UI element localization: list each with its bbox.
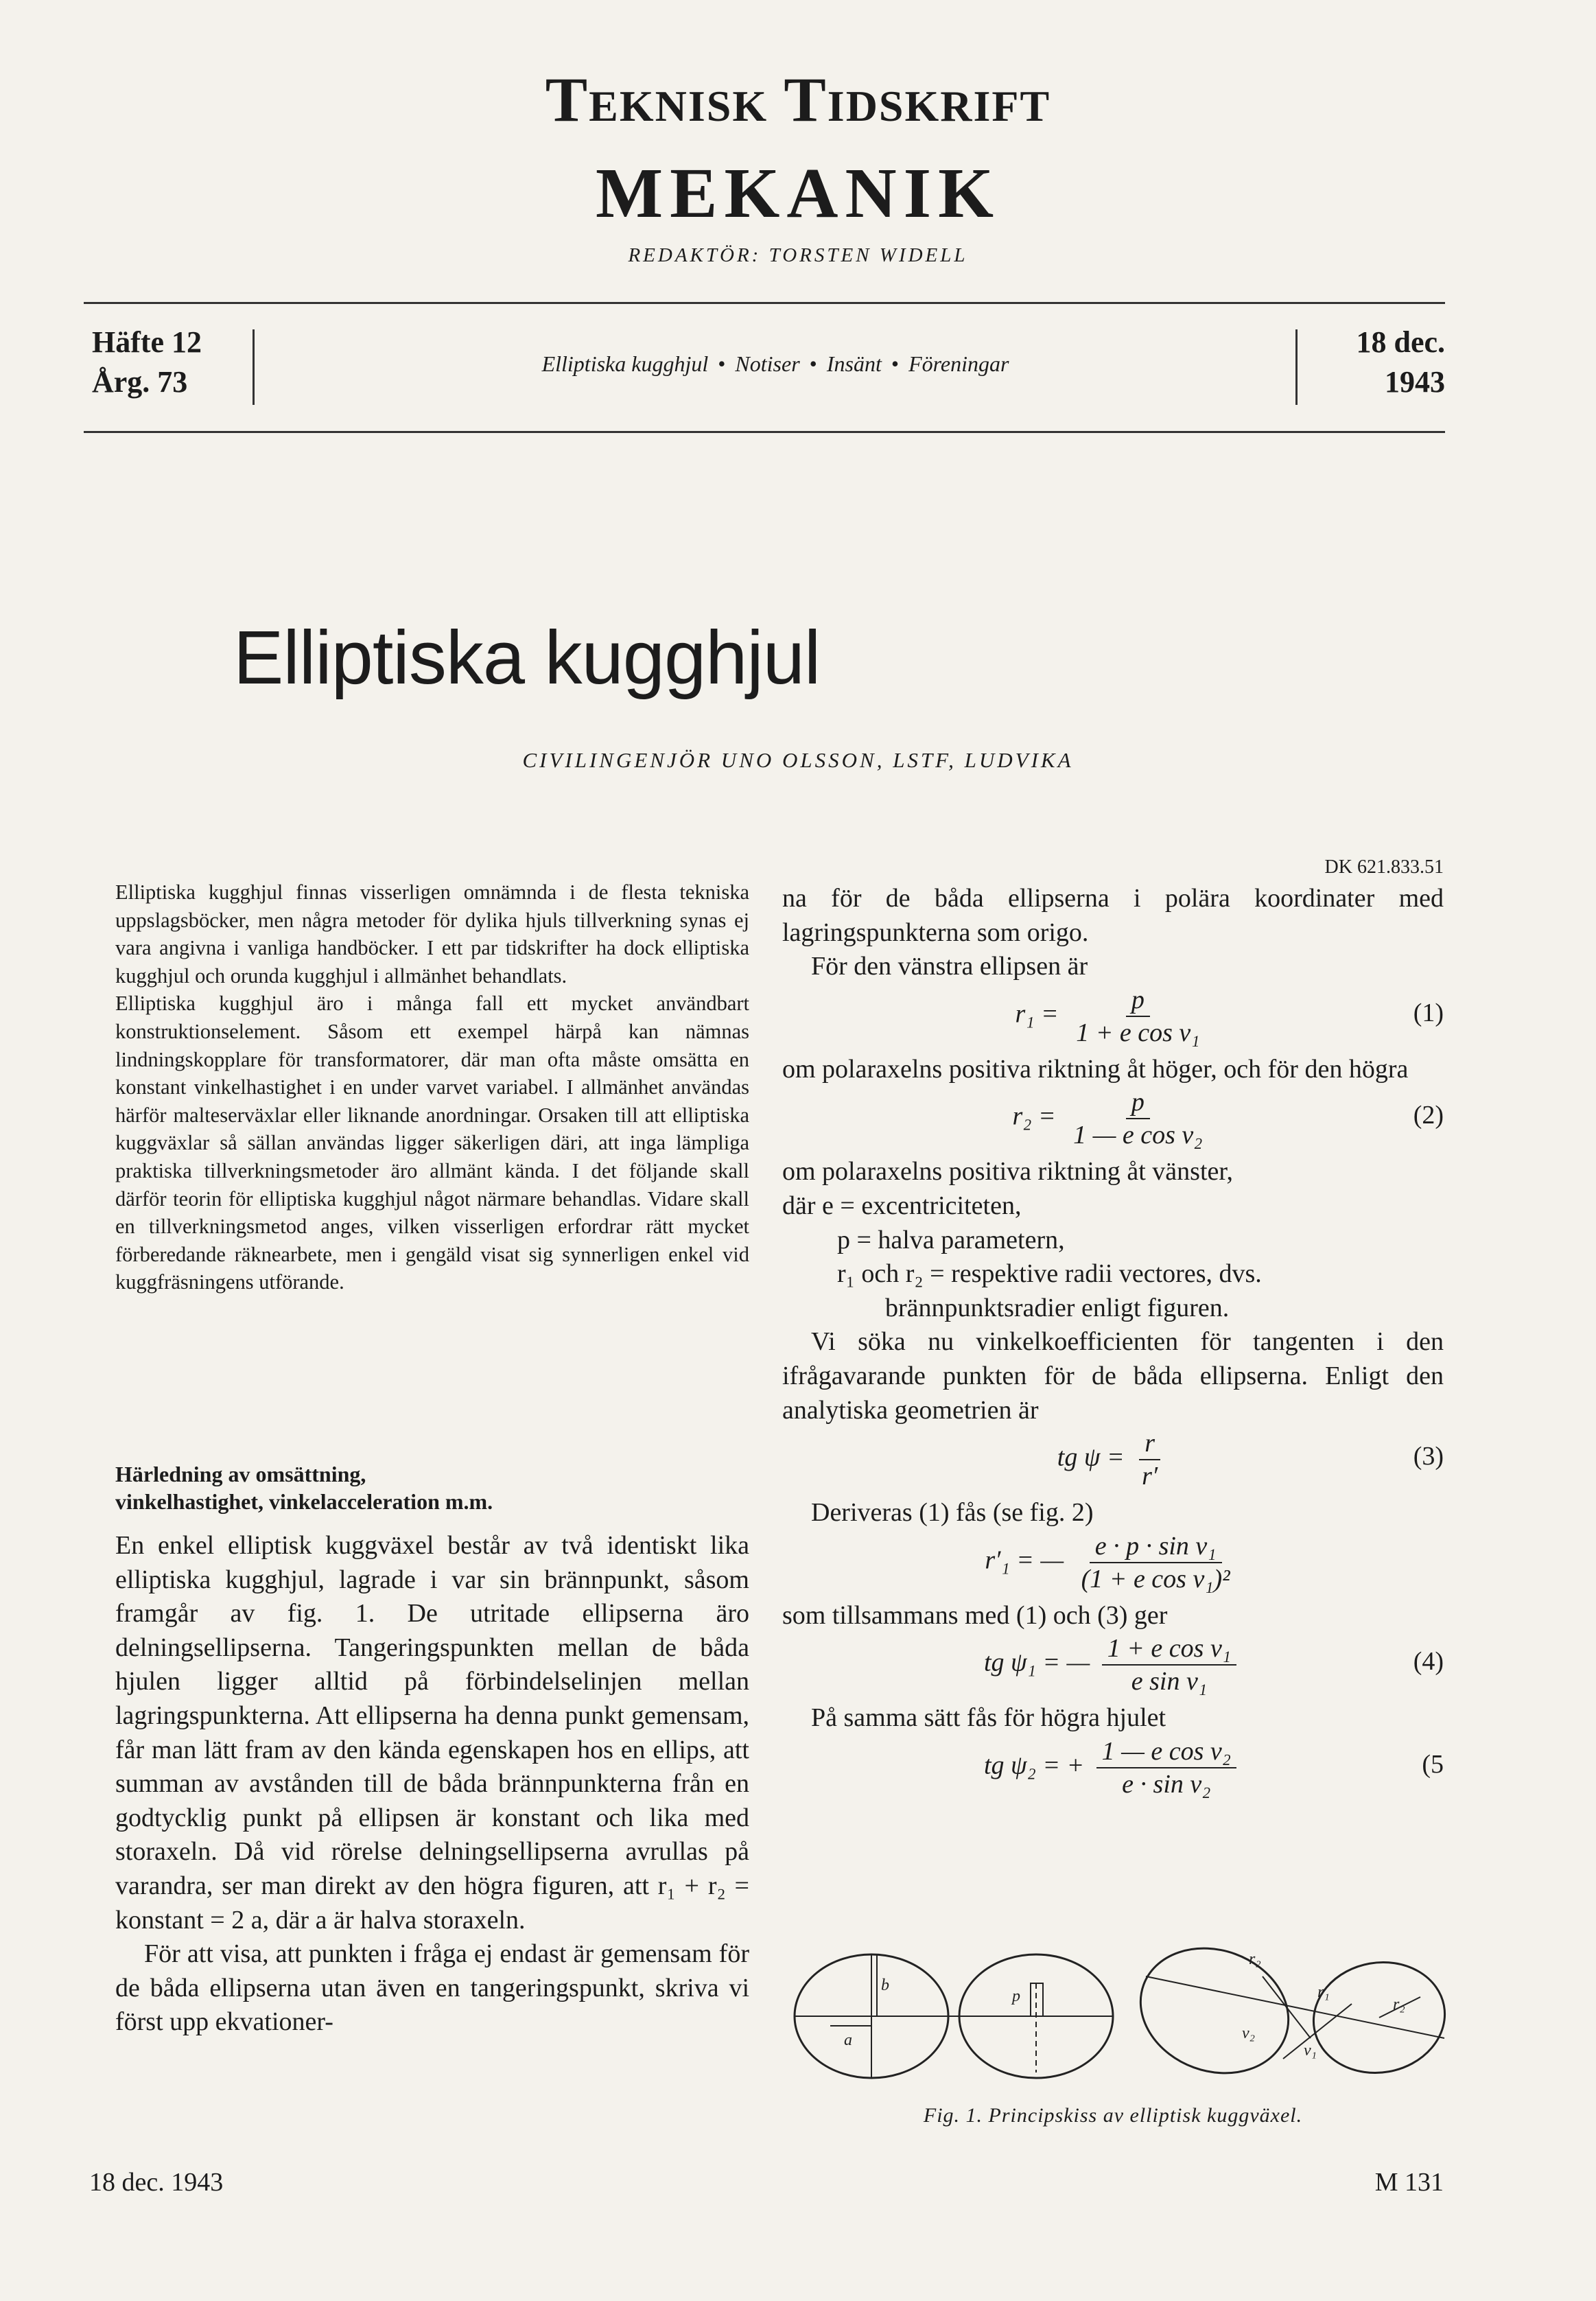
label-v1: v₁ <box>1304 2042 1317 2059</box>
abstract-paragraph: Elliptiska kugghjul äro i många fall ett mycket användbart konstruktionselement. Såsom ett exempel härpå kan nämnas lindningskopplare för transformatorer, där man ofta måste omsätta en konstant vinkelhastighet i en under varvet variabel. I allmänhet användas härför malteserväxlar eller liknande anordningar. Orsaken till att elliptiska kuggväxlar så sällan användas ligger säkerligen däri, att inga lämpliga praktiska tillverkningsmetoder äro allmänt kända. I det följande skall därför teorin för elliptiska kugghjul något närmare behandlas. Vidare skall en tillverkningsmetod anges, vilken visserligen erfordrar rätt mycket förberedande räknearbete, men i gengäld visat sig synnerligen enkel vid kuggfräsningens utförande. <box>115 992 749 1294</box>
body-paragraph: om polaraxelns positiva riktning åt höger, och för den högra <box>782 1054 1409 1084</box>
label-b: b <box>881 1976 889 1994</box>
equation-numerator: r <box>1139 1427 1160 1460</box>
body-paragraph: om polaraxelns positiva riktning åt vänster, <box>782 1157 1234 1187</box>
equation-number: (3) <box>1413 1442 1444 1471</box>
article-author: CIVILINGENJÖR UNO OLSSON, LSTF, LUDVIKA <box>522 748 1074 772</box>
body-paragraph: na för de båda ellipserna i polära koordinater med lagringspunkterna som origo. <box>782 884 1444 947</box>
bottom-rule <box>84 431 1445 433</box>
equation-lhs: tg ψ = <box>1057 1442 1125 1472</box>
equation-numerator: 1 + e cos v₁ <box>1102 1633 1236 1666</box>
label-r2-left: r₂ <box>1249 1950 1261 1968</box>
definition-line: p = halva parametern, <box>837 1225 1065 1254</box>
equation-fraction <box>1076 1530 1236 1595</box>
body-right-column <box>782 882 1444 1804</box>
equation-denominator: e · sin v₂ <box>1122 1769 1211 1799</box>
equation-number: (5 <box>1422 1749 1444 1779</box>
equation-lhs: r₂ = <box>1012 1102 1056 1132</box>
topic-item: Elliptiska kugghjul <box>541 351 709 376</box>
definition-line: r₁ och r₂ = respektive radii vectores, dvs. <box>837 1259 1262 1289</box>
body-paragraph: En enkel elliptisk kuggväxel består av två identiskt lika elliptiska kugghjul, lagrade i var sin brännpunkt, såsom framgår av fig. 1. De utritade ellipserna äro delningsellipserna. Tangeringspunkten mellan de båda hjulen ligger alltid på förbindelselinjen mellan lagringspunkterna. Att ellipserna ha denna punkt gemensam, får man lätt fram av den kända egenskapen hos en ellips, att summan av avstånden till de båda brännpunkterna från en godtycklig punkt på ellipsen är konstant och lika med storaxeln. Då vid rörelse delningsellipserna avrullas på varandra, ser man direkt av den högra figuren, att r₁ + r₂ = konstant = 2 a, där a är halva storaxeln. <box>115 1531 749 1935</box>
equation-2 <box>782 1086 1444 1155</box>
equation-number: (1) <box>1413 998 1444 1027</box>
right-ellipse-2 <box>1305 1952 1448 2083</box>
body-paragraph: För den vänstra ellipsen är <box>811 952 1088 981</box>
equation-fraction <box>1136 1427 1163 1492</box>
equation-3 <box>782 1427 1444 1496</box>
body-paragraph: som tillsammans med (1) och (3) ger <box>782 1600 1168 1630</box>
journal-title: Teknisk Tidskrift <box>545 65 1051 135</box>
top-rule <box>84 302 1445 304</box>
issue-year: 1943 <box>1385 365 1445 399</box>
topic-item: Föreningar <box>908 351 1009 376</box>
body-left-column <box>115 1529 749 2040</box>
equation-derivative <box>782 1530 1444 1599</box>
equation-fraction <box>1070 984 1205 1049</box>
issue-divider-right <box>1295 329 1298 405</box>
label-a: a <box>844 2031 852 2049</box>
abstract <box>115 878 749 1296</box>
body-paragraph: Deriveras (1) fås (se fig. 2) <box>811 1498 1094 1528</box>
topic-item: Notiser <box>735 351 800 376</box>
equation-lhs: r₁ = <box>1015 999 1059 1029</box>
equation-denominator: 1 — e cos v₂ <box>1073 1121 1203 1150</box>
equation-5 <box>782 1736 1444 1804</box>
page-number: M 131 <box>1374 2168 1444 2197</box>
issue-date-block <box>1356 323 1445 402</box>
label-r1: r₁ <box>1317 1983 1330 2001</box>
article-title: Elliptiska kugghjul <box>233 616 821 700</box>
equation-fraction <box>1096 1736 1236 1800</box>
issue-number: Häfte 12 <box>92 325 202 359</box>
equation-1 <box>782 984 1444 1053</box>
equation-denominator: (1 + e cos v₁)² <box>1081 1564 1230 1593</box>
equation-lhs: tg ψ₁ = — <box>983 1648 1090 1678</box>
equation-numerator: e · p · sin v₁ <box>1090 1530 1222 1563</box>
section-title: MEKANIK <box>596 154 1000 233</box>
label-v2: v₂ <box>1242 2024 1255 2042</box>
body-paragraph: För att visa, att punkten i fråga ej endast är gemensam för de båda ellipserna utan även en tangeringspunkt, skriva vi först upp ekvationer- <box>115 1939 749 2037</box>
right-ellipse-1 <box>1123 1935 1306 2093</box>
equation-fraction <box>1102 1633 1236 1697</box>
label-p: p <box>1012 1987 1020 2005</box>
equation-denominator: r′ <box>1142 1462 1158 1491</box>
dk-classification: DK 621.833.51 <box>1324 856 1444 878</box>
topic-item: Insänt <box>826 351 882 376</box>
issue-topics: Elliptiska kugghjul • Notiser • Insänt • Föreningar <box>541 351 1009 376</box>
equation-number: (4) <box>1413 1647 1444 1677</box>
equation-fraction <box>1068 1086 1208 1151</box>
equation-4 <box>782 1633 1444 1701</box>
equation-numerator: p <box>1126 1086 1150 1119</box>
abstract-paragraph: Elliptiska kugghjul finnas visserligen omnämnda i de flesta tekniska uppslagsböcker, men några metoder för dylika hjuls tillverkning synas ej vara angivna i vanliga handböcker. I ett par tidskrifter ha dock elliptiska kugghjul och orunda kugghjul i allmänhet behandlats. <box>115 880 749 988</box>
equation-number: (2) <box>1413 1101 1444 1130</box>
figure-caption: Fig. 1. Principskiss av elliptisk kuggväxel. <box>923 2104 1303 2127</box>
section-heading-line: vinkelhastighet, vinkelacceleration m.m. <box>115 1489 493 1514</box>
body-paragraph: På samma sätt fås för högra hjulet <box>811 1703 1166 1733</box>
equation-numerator: 1 — e cos v₂ <box>1096 1736 1236 1768</box>
editor-line: REDAKTÖR: TORSTEN WIDELL <box>628 244 968 266</box>
equation-numerator: p <box>1126 984 1150 1017</box>
label-r2-right: r₂ <box>1393 1996 1405 2013</box>
definition-line: brännpunktsradier enligt figuren. <box>885 1293 1230 1322</box>
figure-1-diagram <box>789 1935 1448 2093</box>
equation-denominator: 1 + e cos v₁ <box>1076 1018 1200 1047</box>
equation-lhs: r′₁ = — <box>985 1545 1064 1575</box>
footer-date: 18 dec. 1943 <box>89 2168 224 2197</box>
issue-date: 18 dec. <box>1356 325 1445 359</box>
equation-lhs: tg ψ₂ = + <box>983 1751 1085 1780</box>
volume-number: Årg. 73 <box>92 365 188 399</box>
section-heading <box>115 1460 749 1515</box>
section-heading-line: Härledning av omsättning, <box>115 1462 366 1486</box>
definition-line: där e = excentriciteten, <box>782 1191 1022 1220</box>
issue-info <box>92 323 202 402</box>
issue-divider-left <box>253 329 255 405</box>
equation-denominator: e sin v₁ <box>1131 1667 1208 1696</box>
body-paragraph: Vi söka nu vinkelkoefficienten för tangenten i den ifrågavarande punkten för de båda ellipserna. Enligt den analytiska geometrien är <box>782 1327 1444 1425</box>
